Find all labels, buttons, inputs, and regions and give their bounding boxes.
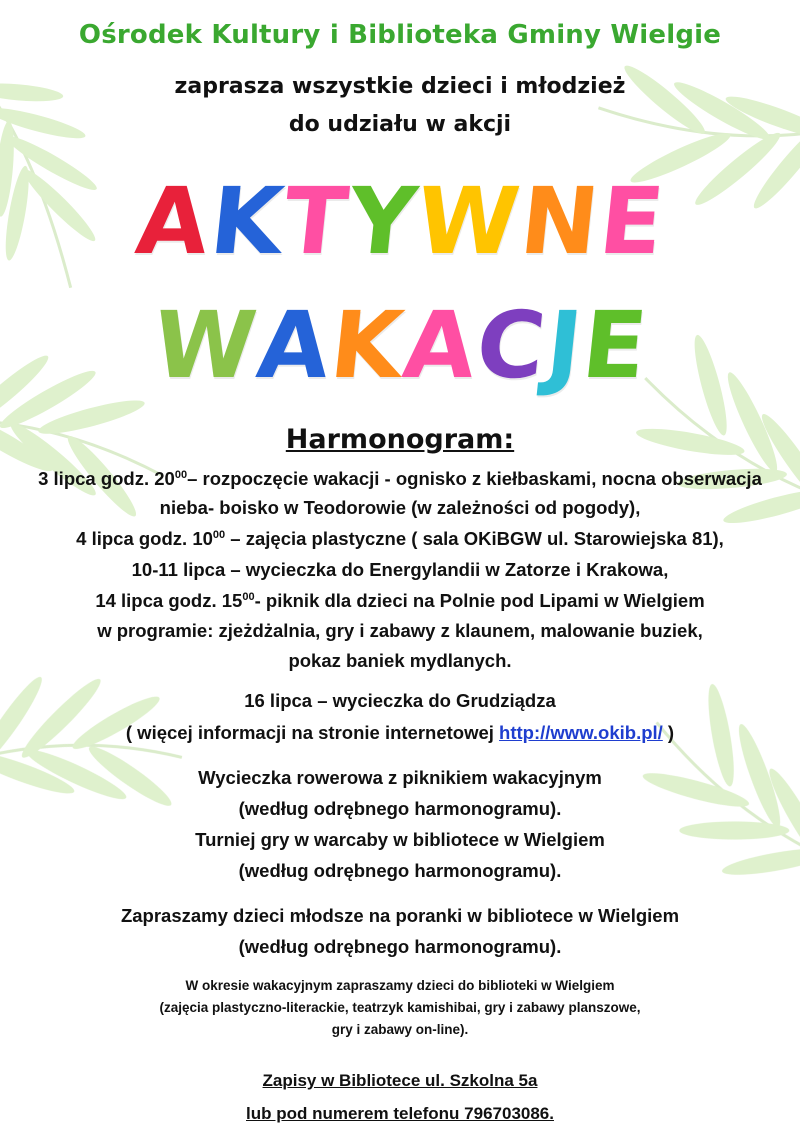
schedule-item-1 xyxy=(0,468,800,490)
mornings-line: Zapraszamy dzieci młodsze na poranki w bibliotece w Wielgiem xyxy=(120,905,680,926)
title-letter: A xyxy=(398,292,481,399)
library-note-3: gry i zabawy on-line). xyxy=(331,1022,469,1037)
website-link[interactable]: http://www.okib.pl/ xyxy=(499,722,663,743)
schedule-item-1-date: 3 lipca godz. 20 xyxy=(38,468,175,489)
info-text: ( więcej informacji na stronie internetowej xyxy=(125,722,500,743)
title-letter: N xyxy=(515,168,604,275)
checkers-note: (według odrębnego harmonogramu). xyxy=(238,860,562,881)
schedule-item-1-cont: nieba- boisko w Teodorowie (w zależności od pogody), xyxy=(159,497,641,518)
title-letter: J xyxy=(541,292,587,399)
organization-name: Ośrodek Kultury i Biblioteka Gminy Wielgie xyxy=(78,20,722,50)
title-letter: E xyxy=(594,168,669,275)
title-letter: T xyxy=(278,168,353,275)
invite-line-1: zaprasza wszystkie dzieci i młodzież xyxy=(174,74,626,99)
signup-phone: lub pod numerem telefonu 796703086. xyxy=(246,1104,554,1123)
schedule-heading: Harmonogram: xyxy=(285,424,515,455)
schedule-item-5-info xyxy=(0,722,800,744)
schedule-item-2-date: 4 lipca godz. 10 xyxy=(76,528,213,549)
schedule-item-1-text: – rozpoczęcie wakacji - ognisko z kiełbaskami, nocna obserwacja xyxy=(187,468,762,489)
title-letter: A xyxy=(131,168,215,275)
invite-line-2: do udziału w akcji xyxy=(288,112,512,137)
title-letter: C xyxy=(471,292,551,399)
info-text-close: ) xyxy=(662,722,675,743)
title-letter: A xyxy=(252,292,335,399)
title-letter: W xyxy=(411,168,525,275)
title-letter: Y xyxy=(343,168,421,275)
schedule-item-3: 10-11 lipca – wycieczka do Energylandii w Zatorze i Krakowa, xyxy=(131,559,669,580)
signup-address: Zapisy w Bibliotece ul. Szkolna 5a xyxy=(262,1071,538,1090)
schedule-item-2-text: – zajęcia plastyczne ( sala OKiBGW ul. Starowiejska 81), xyxy=(225,528,724,549)
schedule-item-4-bubbles: pokaz baniek mydlanych. xyxy=(288,650,512,671)
title-word-aktywne xyxy=(0,168,800,275)
schedule-item-4-program: w programie: zjeżdżalnia, gry i zabawy z klaunem, malowanie buziek, xyxy=(97,620,703,641)
mornings-note: (według odrębnego harmonogramu). xyxy=(238,936,562,957)
schedule-item-4-date: 14 lipca godz. 15 xyxy=(95,590,243,611)
library-note-2: (zajęcia plastyczno-literackie, teatrzyk kamishibai, gry i zabawy planszowe, xyxy=(159,1000,641,1015)
schedule-item-4-text: - piknik dla dzieci na Polnie pod Lipami w Wielgiem xyxy=(254,590,705,611)
schedule-item-4 xyxy=(0,590,800,612)
schedule-item-1-minutes: 00 xyxy=(174,468,188,481)
checkers-line: Turniej gry w warcaby w bibliotece w Wielgiem xyxy=(195,829,605,850)
title-letter: K xyxy=(325,292,408,399)
title-letter: K xyxy=(205,168,288,275)
bike-trip-note: (według odrębnego harmonogramu). xyxy=(238,798,562,819)
title-letter: E xyxy=(577,292,652,399)
schedule-item-5: 16 lipca – wycieczka do Grudziądza xyxy=(244,690,556,711)
title-word-wakacje xyxy=(0,292,800,399)
schedule-item-4-minutes: 00 xyxy=(242,590,255,603)
title-letter: W xyxy=(148,292,262,399)
bike-trip-line: Wycieczka rowerowa z piknikiem wakacyjnym xyxy=(198,767,602,788)
library-note-1: W okresie wakacyjnym zapraszamy dzieci do biblioteki w Wielgiem xyxy=(185,978,615,993)
schedule-item-2-minutes: 00 xyxy=(212,528,226,541)
schedule-item-2 xyxy=(0,528,800,550)
